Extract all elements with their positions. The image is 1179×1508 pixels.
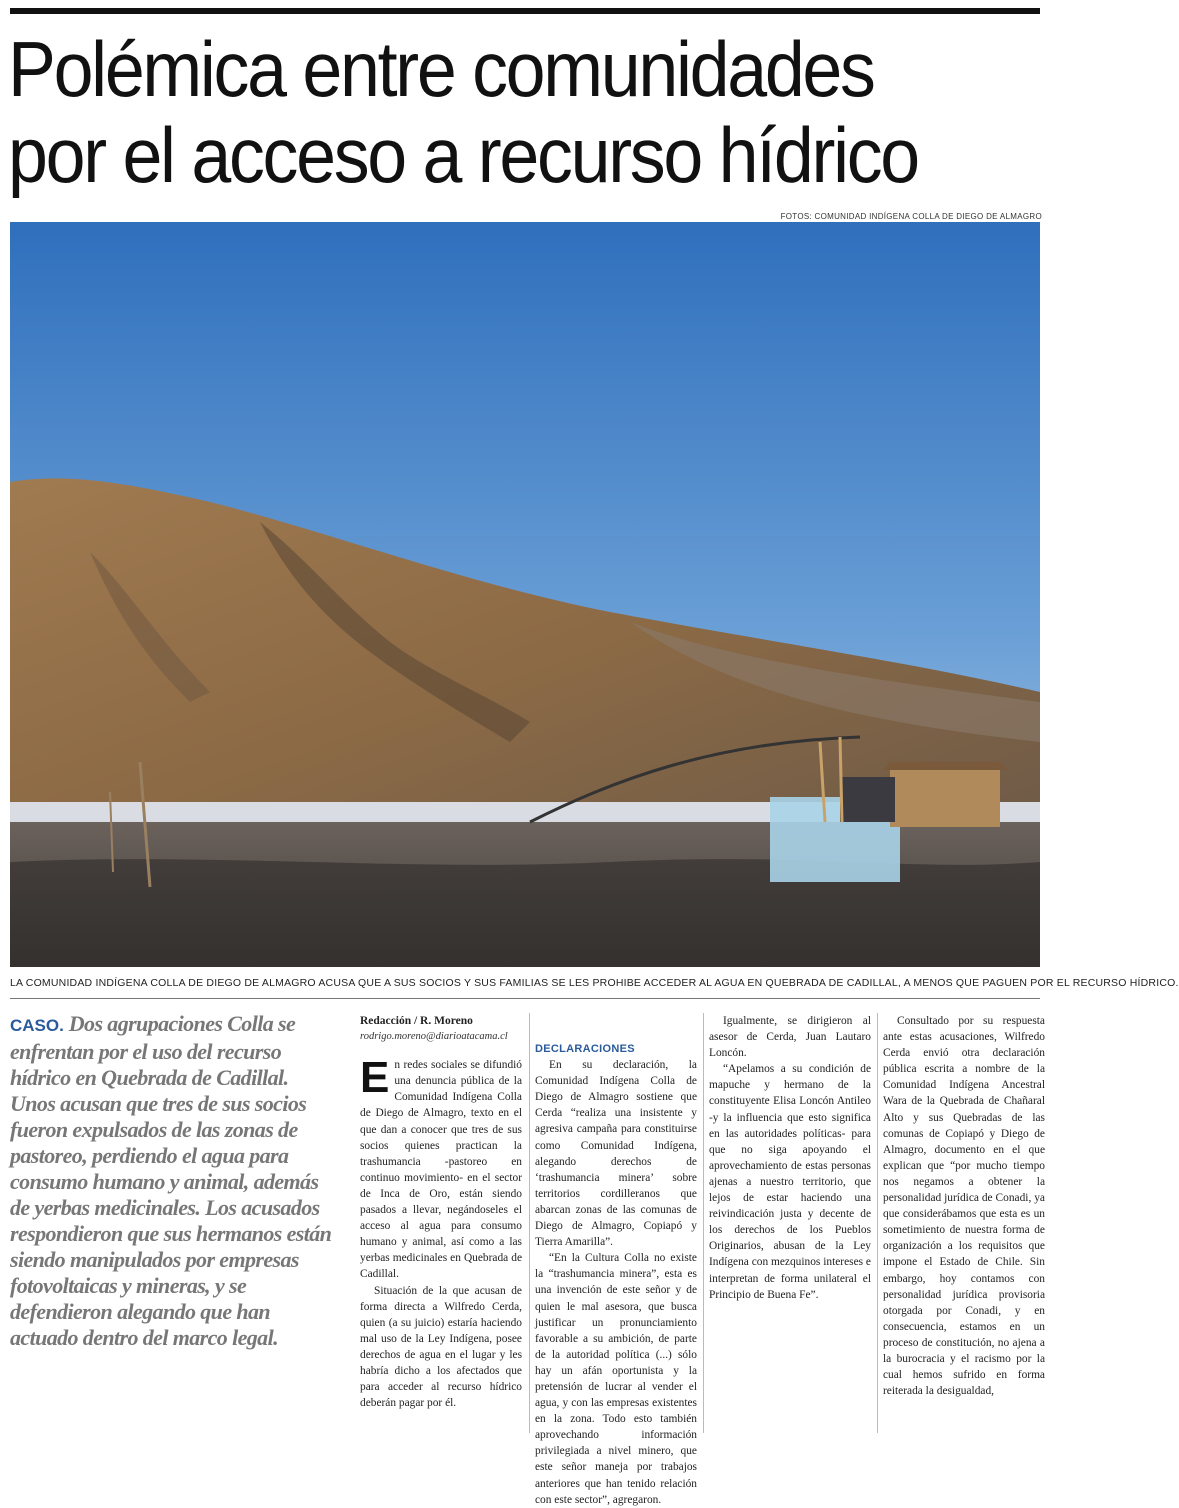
top-rule <box>10 8 1040 14</box>
column-3-paragraph-2: “Apelamos a su condición de mapuche y hermano de la constituyente Elisa Loncón Antileo -y la influencia que esto significa en las autoridades políticas- para que no siga apoyando el aprovechamiento de estas personas ajenas a nuestro territorio, que lejos de estar haciendo una reivindicación justa y decente de los derechos de los Pueblos Originarios, abusan de la Ley Indígena con mezquinos intereses e interpretan de forma unilateral el Principio de Buena Fe”. <box>709 1063 871 1301</box>
column-divider <box>877 1013 878 1433</box>
byline: Redacción / R. Moreno <box>360 1015 473 1027</box>
lede-text: Dos agrupaciones Colla se enfrentan por el uso del recurso hídrico en Quebrada de Cadillal. Unos acusan que tres de sus socios fueron expulsados de las zonas de pastoreo, perdiendo el agua para consumo humano y animal, además de yerbas medicinales. Los acusados respondieron que sus hermanos están siendo manipulados por empresas fotovoltaicas y mineras, y se defendieron alegando que han actuado dentro del marco legal. <box>10 1011 332 1350</box>
lede <box>10 1011 338 1351</box>
headline <box>8 26 956 198</box>
column-divider <box>703 1013 704 1433</box>
drop-cap: E <box>360 1053 390 1103</box>
article-column-4 <box>883 1013 1045 1433</box>
column-1-paragraph-1 <box>360 1053 522 1282</box>
column-4-paragraph-1: Consultado por su respuesta ante estas acusaciones, Wilfredo Cerda envió otra declaración pública escrita a nombre de la Comunidad Indígena Ancestral Wara de la Quebrada de Chañaral Alto y sus Quebradas de las comunas de Copiapó y Diego de Almagro, documento en el que explican que “por mucho tiempo nos negamos a obtener la personalidad jurídica de Conadi, ya que considerábamos que esta es un sometimiento de nuestra forma de organización a los requisitos que impone el Estado de Chile. Sin embargo, hoy contamos con personalidad jurídica provisoria otorgada por Conadi, y en consecuencia, estamos en un proceso de constitución, no ajena a la burocracia y el racismo por la cual hemos sufrido en forma reiterada la desigualdad, <box>883 1015 1045 1398</box>
article-column-3 <box>709 1013 871 1433</box>
photo-caption: LA COMUNIDAD INDÍGENA COLLA DE DIEGO DE ALMAGRO ACUSA QUE A SUS SOCIOS Y SUS FAMILIAS SE LES PROHIBE ACCEDER AL AGUA EN QUEBRADA DE CADILLAL, A MENOS QUE PAGUEN POR EL RECURSO HÍDRICO. <box>10 977 1179 989</box>
column-3-paragraph-1: Igualmente, se dirigieron al asesor de Cerda, Juan Lautaro Loncón. <box>709 1015 871 1060</box>
column-2-paragraph-2: “En la Cultura Colla no existe la “trashumancia minera”, esta es una invención de este señor y de quien le mal asesora, que busca justificar un pronunciamiento favorable a su ambición, de parte de la autoridad política (...) sólo hay un afán oportunista y la pretensión de lucrar al vender el agua, y con las empresas existentes en la zona. Todo esto también aprovechando información privilegiada a nivel minero, que este señor maneja por trabajos anteriores que han tenido relación con este sector”, agregaron. <box>535 1252 697 1506</box>
lede-kicker: CASO. <box>10 1016 64 1035</box>
column-1-paragraph-1-text: n redes sociales se difundió una denuncia pública de la Comunidad Indígena Colla de Diego de Almagro, texto en el que dan a conocer que tres de sus socios quienes practican la trashumancia -pastoreo en continuo movimiento- en el sector de Inca de Oro, están siendo pasados a llevar, negándoseles el acceso al agua para consumo humano y animal, así como a las yerbas medicinales en Quebrada de Cadillal. <box>360 1059 522 1281</box>
column-divider <box>529 1013 530 1433</box>
column-2-paragraph-1: En su declaración, la Comunidad Indígena Colla de Diego de Almagro sostiene que Cerda “realiza una insistente y agresiva campaña para constituirse como Comunidad Indígena, alegando derechos de ‘trashumancia minera’ sobre territorios cordilleranos que abarcan zonas de las comunas de Diego de Almagro, Copiapó y Tierra Amarilla”. <box>535 1059 697 1249</box>
article-column-1 <box>360 1013 522 1433</box>
section-subhead: DECLARACIONES <box>535 1043 635 1055</box>
photo-credit: FOTOS: COMUNIDAD INDÍGENA COLLA DE DIEGO DE ALMAGRO <box>780 212 1042 221</box>
article-column-2 <box>535 1013 697 1506</box>
headline-line-2: por el acceso a recurso hídrico <box>8 111 918 199</box>
caption-rule <box>10 998 1040 999</box>
author-email: rodrigo.moreno@diarioatacama.cl <box>360 1031 508 1043</box>
column-1-paragraph-2: Situación de la que acusan de forma directa a Wilfredo Cerda, quien (a su juicio) estaría haciendo mal uso de la Ley Indígena, posee derechos de agua en el lugar y les habría dicho a los afectados que para acceder al recurso hídrico deberán pagar por él. <box>360 1284 522 1410</box>
article-photo <box>10 222 1040 967</box>
headline-line-1: Polémica entre comunidades <box>8 25 874 113</box>
